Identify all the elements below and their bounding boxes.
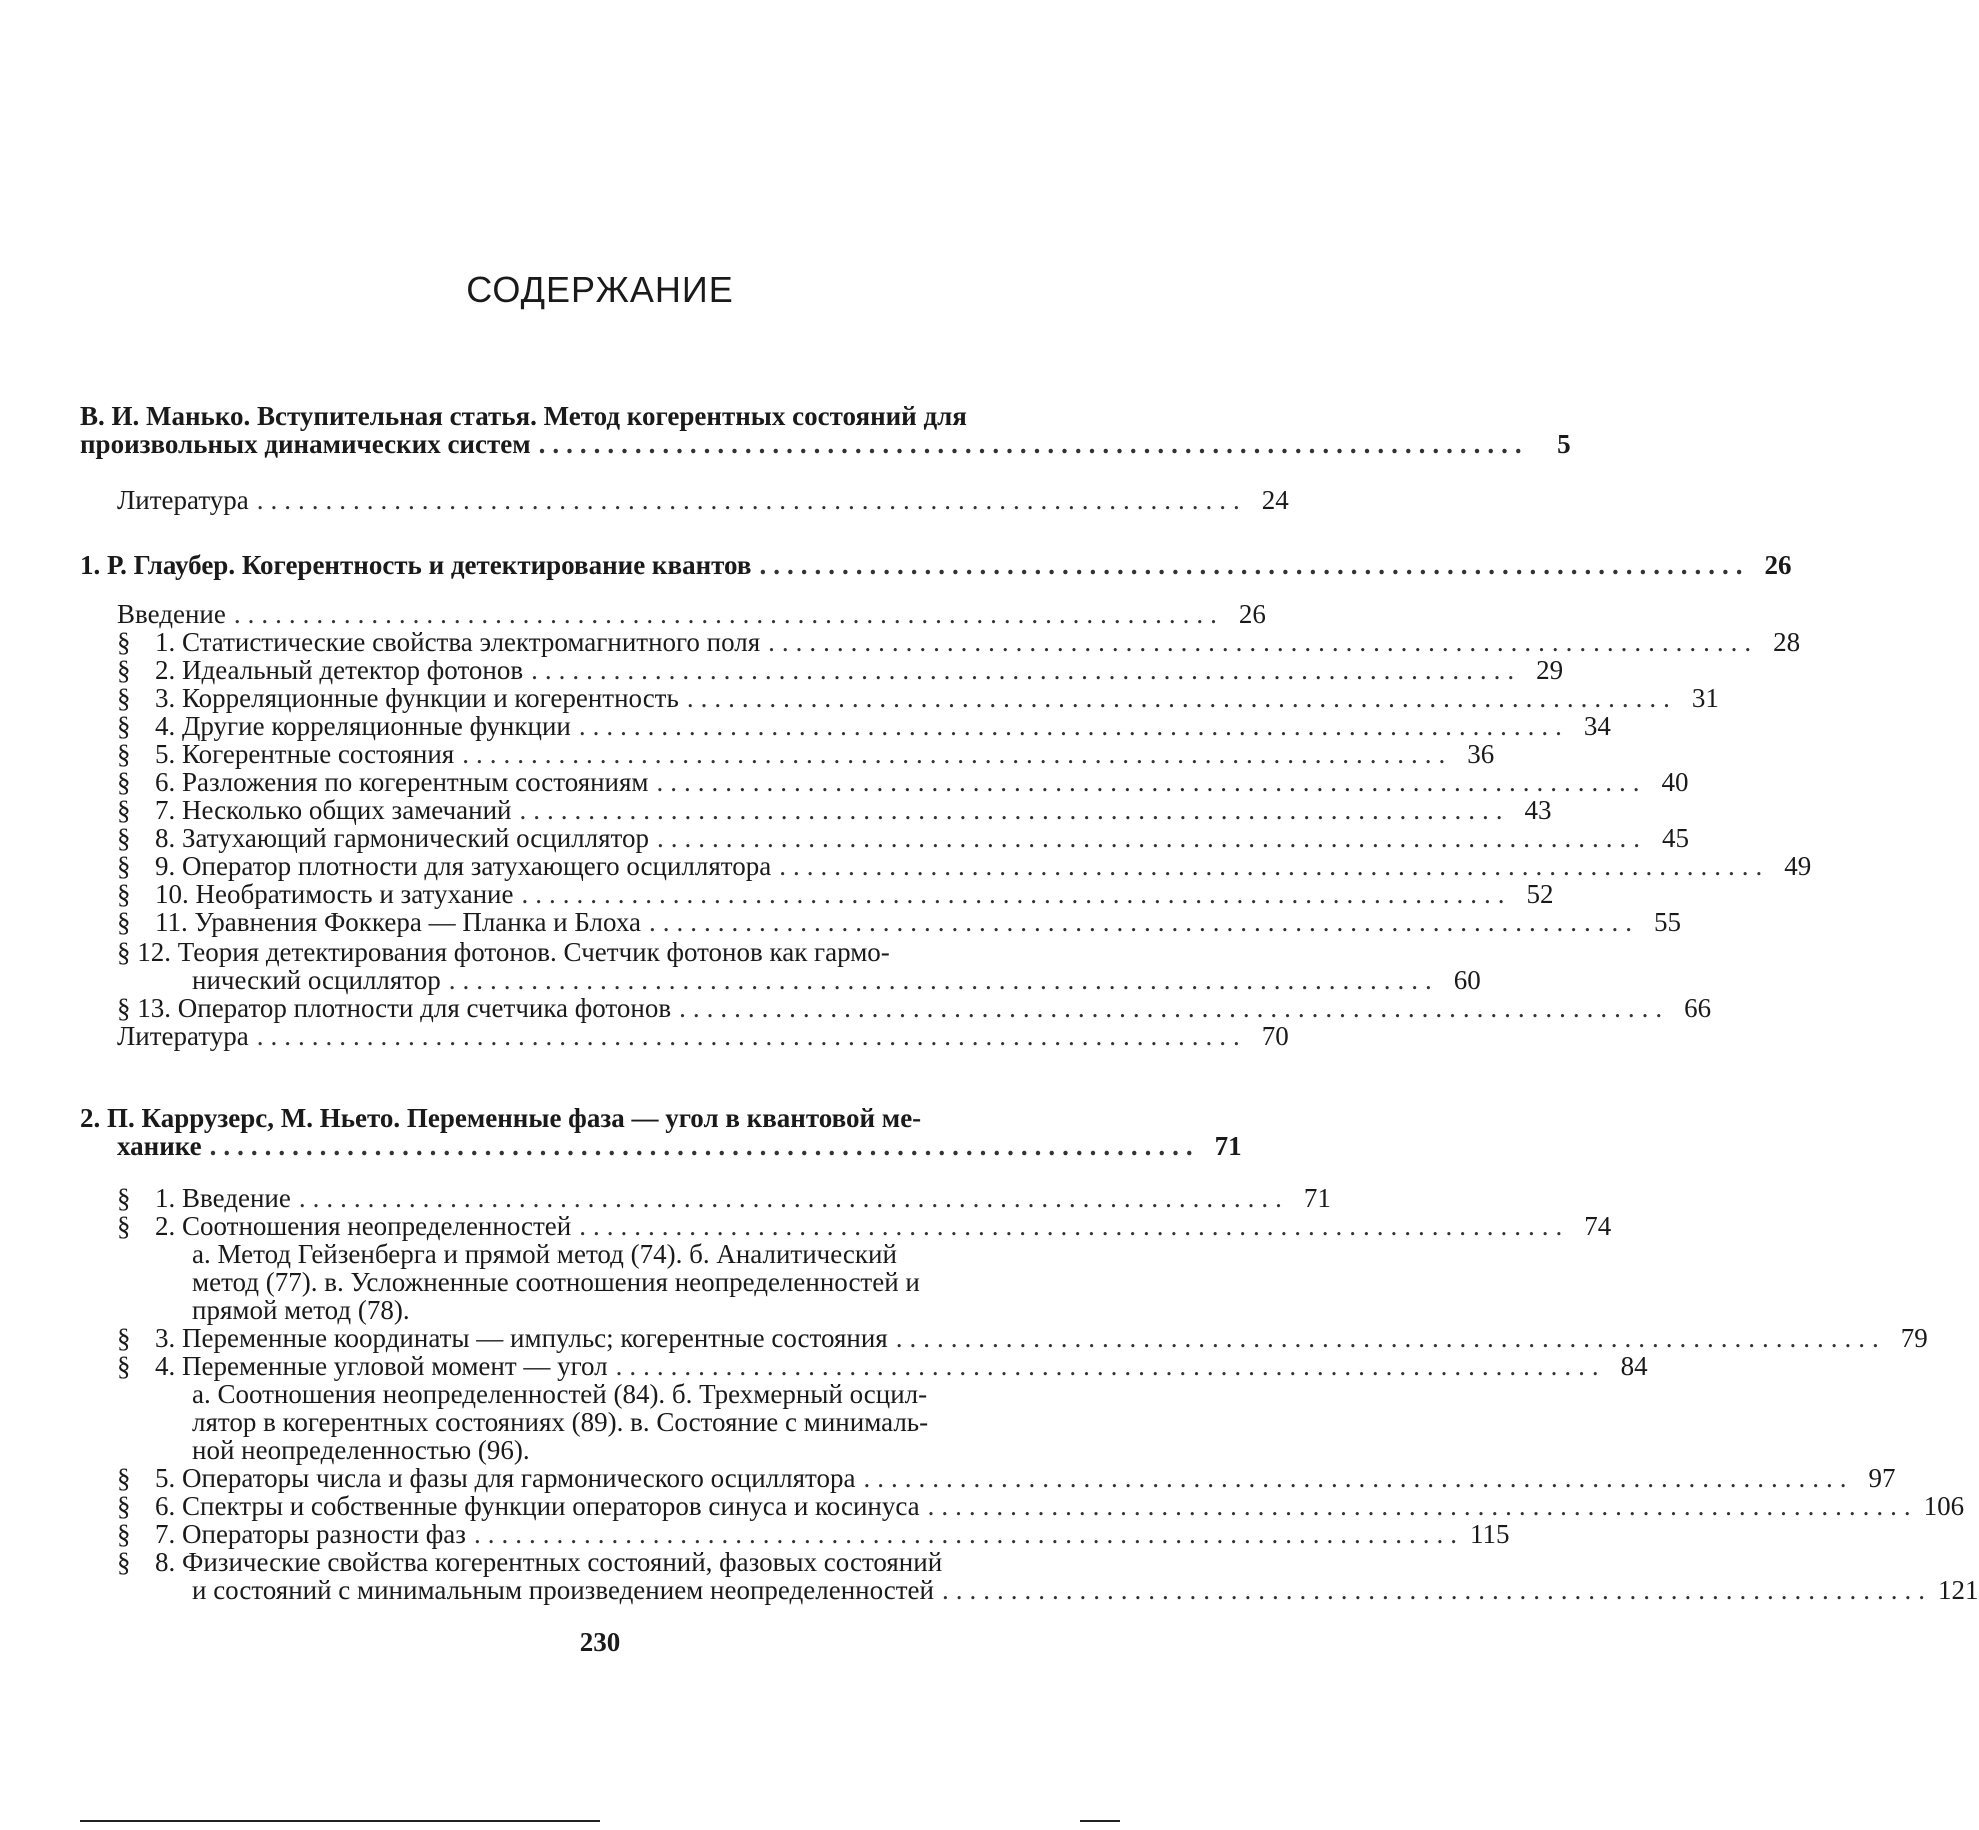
page-ref: 115	[1469, 1519, 1510, 1549]
section-sign: §	[117, 907, 131, 937]
section-sign: §	[117, 627, 131, 657]
article2-section-entry	[155, 851, 1812, 881]
dot-leader: ........................................................................	[759, 550, 1750, 580]
section-sign: §	[117, 1351, 131, 1381]
article3-s8-line1: 8. Физические свойства когерентных состояний, фазовых состояний	[155, 1547, 943, 1577]
dot-leader: ........................................................................	[679, 993, 1670, 1023]
entry-label: 3. Переменные координаты — импульс; когерентные состояния	[155, 1323, 888, 1353]
entry-label: 8. Затухающий гармонический осциллятор	[155, 823, 649, 853]
dot-leader: ........................................................................	[927, 1491, 1918, 1521]
page-ref: 31	[1691, 683, 1719, 713]
article3-s2-sub-line3: прямой метод (78).	[192, 1295, 410, 1325]
entry-label: Литература	[117, 485, 249, 515]
dot-leader: ........................................................................	[538, 429, 1529, 459]
page-ref: 24	[1261, 485, 1289, 515]
page-ref: 5	[1557, 429, 1571, 459]
entry-label: Литература	[117, 1021, 249, 1051]
entry-label: 4. Другие корреляционные функции	[155, 711, 571, 741]
page-title: СОДЕРЖАНИЕ	[466, 269, 734, 310]
section-sign: §	[117, 683, 131, 713]
page-ref: 45	[1661, 823, 1689, 853]
article3-s4-sub-line1: а. Соотношения неопределенностей (84). б. Трехмерный осцил-	[192, 1379, 928, 1409]
section-sign: §	[117, 1323, 131, 1353]
page-ref: 60	[1453, 965, 1481, 995]
entry-label: 7. Несколько общих замечаний	[155, 795, 512, 825]
article2-section-entry	[155, 823, 1689, 853]
dot-leader: ........................................................................	[578, 711, 1569, 741]
section-sign: §	[117, 1463, 131, 1493]
dot-leader: ........................................................................	[779, 851, 1770, 881]
page-ref: 40	[1661, 767, 1689, 797]
section-sign: §	[117, 1547, 131, 1577]
section-sign: §	[117, 655, 131, 685]
dot-leader: ........................................................................	[256, 485, 1247, 515]
page-ref: 79	[1900, 1323, 1928, 1353]
article2-title: 1. Р. Глаубер. Когерентность и детектирование квантов	[80, 550, 752, 580]
dot-leader: ........................................................................	[462, 739, 1453, 769]
article1-title-line2: произвольных динамических систем	[80, 429, 531, 459]
page-number: 230	[579, 1627, 621, 1657]
article3-s2-sub-line2: метод (77). в. Усложненные соотношения неопределенностей и	[192, 1267, 920, 1297]
article3-s4-sub-line3: ной неопределенностью (96).	[192, 1435, 530, 1465]
section-sign: §	[117, 1519, 131, 1549]
article2-section-entry	[155, 767, 1689, 797]
entry-label: 1. Введение	[155, 1183, 291, 1213]
section-sign: §	[117, 1211, 131, 1241]
dot-leader: ........................................................................	[615, 1351, 1606, 1381]
entry-label: 4. Переменные угловой момент — угол	[155, 1351, 608, 1381]
article3-s2-entry	[155, 1211, 1612, 1241]
page-ref: 74	[1584, 1211, 1612, 1241]
article3-s5-entry	[155, 1463, 1896, 1493]
dot-leader: ........................................................................	[768, 627, 1759, 657]
dot-leader: ........................................................................	[209, 1131, 1200, 1161]
section-sign: §	[117, 767, 131, 797]
page-ref: 84	[1620, 1351, 1648, 1381]
article2-section-entry	[155, 683, 1719, 713]
article2-s12-entry	[192, 965, 1481, 995]
article3-title-line1: 2. П. Каррузерс, М. Ньето. Переменные фаза — угол в квантовой ме-	[80, 1103, 922, 1133]
article3-s4-sub-line2: лятор в когерентных состояниях (89). в. Состояние с минималь-	[192, 1407, 929, 1437]
page-ref: 36	[1467, 739, 1495, 769]
footer-rule	[80, 1820, 600, 1822]
dot-leader: ........................................................................	[656, 767, 1647, 797]
article3-s7-entry	[155, 1519, 1510, 1549]
entry-label: ханике	[117, 1131, 202, 1161]
dot-leader: ........................................................................	[863, 1463, 1854, 1493]
dot-leader: ........................................................................	[686, 683, 1677, 713]
dot-leader: ........................................................................	[473, 1519, 1464, 1549]
dot-leader: ........................................................................	[579, 1211, 1570, 1241]
page-ref: 34	[1583, 711, 1611, 741]
dot-leader: ........................................................................	[648, 907, 1639, 937]
entry-label: 5. Операторы числа и фазы для гармонического осциллятора	[155, 1463, 856, 1493]
entry-label: 5. Когерентные состояния	[155, 739, 455, 769]
page-ref: 106	[1923, 1491, 1965, 1521]
article3-s4-entry	[155, 1351, 1648, 1381]
entry-label: 1. Статистические свойства электромагнитного поля	[155, 627, 761, 657]
page-ref: 28	[1773, 627, 1801, 657]
entry-label: 2. Идеальный детектор фотонов	[155, 655, 524, 685]
section-sign: §	[117, 851, 131, 881]
article2-s13-entry	[117, 993, 1712, 1023]
entry-label: Введение	[117, 599, 226, 629]
page-ref: 71	[1214, 1131, 1242, 1161]
page-ref: 29	[1536, 655, 1564, 685]
page-ref: 66	[1684, 993, 1712, 1023]
section-sign: §	[117, 823, 131, 853]
dot-leader: ........................................................................	[531, 655, 1522, 685]
article3-s2-sub-line1: а. Метод Гейзенберга и прямой метод (74). б. Аналитический	[192, 1239, 897, 1269]
article1-literature-entry	[117, 485, 1289, 515]
article3-s1-entry	[155, 1183, 1331, 1213]
article2-literature-entry	[117, 1021, 1289, 1051]
page-ref: 97	[1868, 1463, 1896, 1493]
article2-section-entry	[155, 879, 1554, 909]
page-ref: 52	[1526, 879, 1554, 909]
section-sign: §	[117, 711, 131, 741]
section-sign: §	[117, 1491, 131, 1521]
article2-s12-line1: § 12. Теория детектирования фотонов. Счетчик фотонов как гармо-	[117, 937, 890, 967]
dot-leader: ........................................................................	[895, 1323, 1886, 1353]
page-ref: 43	[1524, 795, 1552, 825]
article3-s8-entry	[192, 1575, 1979, 1605]
entry-label: 3. Корреляционные функции и когерентность	[155, 683, 679, 713]
section-sign: §	[117, 1183, 131, 1213]
article2-section-entry	[155, 739, 1495, 769]
article1-title-entry	[80, 429, 1571, 459]
dot-leader: ........................................................................	[519, 795, 1510, 825]
article2-section-entry	[155, 655, 1564, 685]
section-sign: §	[117, 795, 131, 825]
dot-leader: ........................................................................	[656, 823, 1647, 853]
entry-label: 2. Соотношения неопределенностей	[155, 1211, 572, 1241]
page-ref: 49	[1784, 851, 1812, 881]
article2-section-entry	[155, 907, 1681, 937]
entry-label: и состояний с минимальным произведением неопределенностей	[192, 1575, 934, 1605]
dot-leader: ........................................................................	[942, 1575, 1932, 1605]
article3-s6-entry	[155, 1491, 1965, 1521]
page-ref: 55	[1653, 907, 1681, 937]
entry-label: § 13. Оператор плотности для счетчика фотонов	[117, 993, 672, 1023]
page-ref: 121	[1938, 1575, 1979, 1605]
footer-rule-short	[1080, 1820, 1120, 1822]
article1-title-line1: В. И. Манько. Вступительная статья. Метод когерентных состояний для	[80, 401, 967, 431]
article2-section-entry	[155, 627, 1801, 657]
entry-label: нический осциллятор	[192, 965, 441, 995]
section-sign: §	[117, 879, 131, 909]
article2-title-entry	[80, 550, 1792, 580]
entry-label: 6. Разложения по когерентным состояниям	[155, 767, 649, 797]
dot-leader: ........................................................................	[233, 599, 1224, 629]
section-sign: §	[117, 739, 131, 769]
page-ref: 71	[1303, 1183, 1331, 1213]
dot-leader: ........................................................................	[448, 965, 1439, 995]
dot-leader: ........................................................................	[298, 1183, 1289, 1213]
dot-leader: ........................................................................	[521, 879, 1512, 909]
entry-label: 6. Спектры и собственные функции операторов синуса и косинуса	[155, 1491, 920, 1521]
entry-label: 10. Необратимость и затухание	[155, 879, 514, 909]
dot-leader: ........................................................................	[256, 1021, 1247, 1051]
entry-label: 11. Уравнения Фоккера — Планка и Блоха	[155, 907, 641, 937]
article2-section-entry	[155, 711, 1611, 741]
article3-s3-entry	[155, 1323, 1928, 1353]
article2-intro-entry	[117, 599, 1266, 629]
page-ref: 26	[1238, 599, 1266, 629]
article3-title-entry	[117, 1131, 1242, 1161]
page-ref: 70	[1261, 1021, 1289, 1051]
page-ref: 26	[1764, 550, 1792, 580]
entry-label: 7. Операторы разности фаз	[155, 1519, 466, 1549]
article2-section-entry	[155, 795, 1552, 825]
entry-label: 9. Оператор плотности для затухающего осциллятора	[155, 851, 772, 881]
